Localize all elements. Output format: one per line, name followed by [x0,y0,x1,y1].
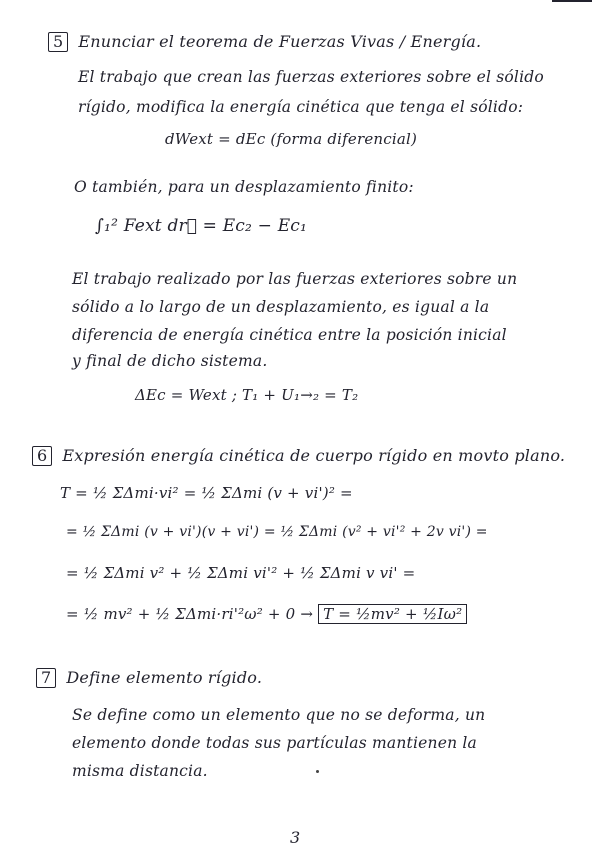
q5-eq1: dWext = dEc (forma diferencial) [165,130,418,148]
page-number: 3 [290,828,301,847]
q7-title: Define elemento rígido. [66,668,263,687]
q5-text6: diferencia de energía cinética entre la posición inicial [72,326,507,344]
q7-text1: Se define como un elemento que no se deforma, un [72,706,486,724]
q6-eq4 [66,604,467,624]
q6-title: Expresión energía cinética de cuerpo rígido en movto plano. [62,446,566,465]
q7-text2: elemento donde todas sus partículas mantienen la [72,734,477,752]
q5-eq3: ΔEc = Wext ; T₁ + U₁→₂ = T₂ [135,386,359,404]
q5-text7: y final de dicho sistema. [72,352,268,370]
q5-text4: El trabajo realizado por las fuerzas exteriores sobre un [72,270,518,288]
corner-mark [552,0,592,2]
q6-eq2: = ½ ΣΔmi (v + vi')(v + vi') = ½ ΣΔmi (v² + vi'² + 2v vi') = [66,524,488,540]
q5-text1: El trabajo que crean las fuerzas exteriores sobre el sólido [78,68,544,86]
q5-text3: O también, para un desplazamiento finito: [74,178,414,196]
q6-eq1: T = ½ ΣΔmi·vi² = ½ ΣΔmi (v + vi')² = [60,484,353,502]
ink-dot [316,770,319,773]
q7-number: 7 [36,668,56,688]
q7-heading [36,668,262,688]
q7-text3: misma distancia. [72,762,208,780]
q5-heading [48,32,481,52]
q6-result-box: T = ½mv² + ½Iω² [318,604,467,624]
q5-text5: sólido a lo largo de un desplazamiento, es igual a la [72,298,490,316]
q5-title: Enunciar el teorema de Fuerzas Vivas / Energía. [78,32,482,51]
q6-heading [32,446,565,466]
q6-number: 6 [32,446,52,466]
q5-eq2: ∫₁² Fext dr⃗ = Ec₂ − Ec₁ [95,216,308,236]
q5-number: 5 [48,32,68,52]
q5-text2: rígido, modifica la energía cinética que tenga el sólido: [78,98,524,116]
q6-eq3: = ½ ΣΔmi v² + ½ ΣΔmi vi'² + ½ ΣΔmi v vi' = [66,564,416,582]
q6-eq4-text: = ½ mv² + ½ ΣΔmi·ri'²ω² + 0 → [66,605,314,623]
